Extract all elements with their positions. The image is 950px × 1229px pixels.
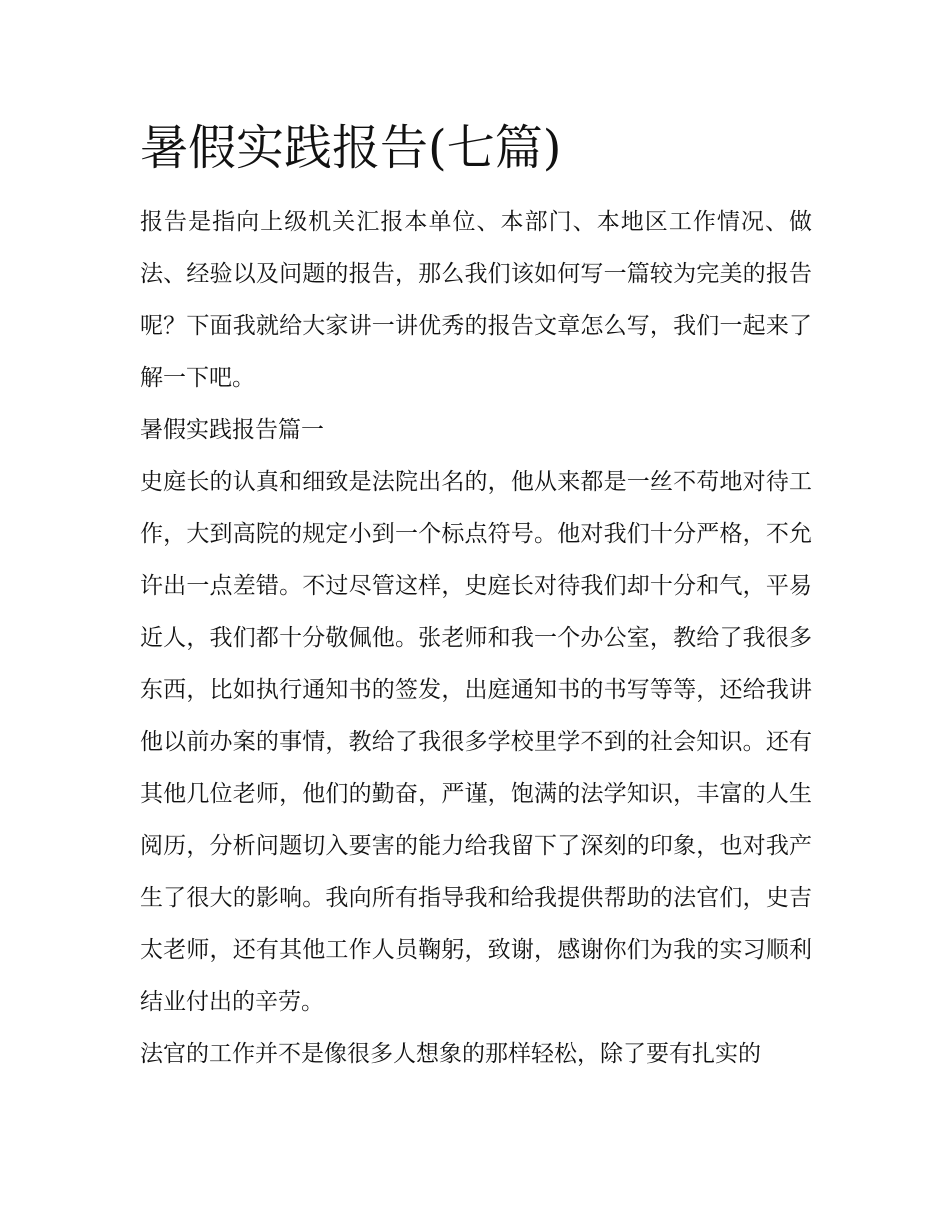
body-paragraph-2: 法官的工作并不是像很多人想象的那样轻松，除了要有扎实的 [140,1041,761,1067]
section-heading: 暑假实践报告篇一 [140,417,324,443]
document-title: 暑假实践报告(七篇) [140,120,562,176]
body-paragraph-1: 史庭长的认真和细致是法院出名的，他从来都是一丝不苟地对待工作，大到高院的规定小到一个标点符号。他对我们十分严格，不允许出一点差错。不过尽管这样，史庭长对待我们却十分和气，平易近人，我们都十分敬佩他。张老师和我一个办公室，教给了我很多东西，比如执行通知书的签发，出庭通知书的书写等等，还给我讲他以前办案的事情，教给了我很多学校里学不到的社会知识。还有其他几位老师，他们的勤奋，严谨，饱满的法学知识，丰富的人生阅历，分析问题切入要害的能力给我留下了深刻的印象，也对我产生了很大的影响。我向所有指导我和给我提供帮助的法官们，史吉太老师，还有其他工作人员鞠躬，致谢，感谢你们为我的实习顺利结业付出的辛劳。 [140,469,812,1015]
intro-paragraph: 报告是指向上级机关汇报本单位、本部门、本地区工作情况、做法、经验以及问题的报告，那么我们该如何写一篇较为完美的报告呢？下面我就给大家讲一讲优秀的报告文章怎么写，我们一起来了解一下吧。 [140,209,812,391]
document-body [140,196,812,1080]
